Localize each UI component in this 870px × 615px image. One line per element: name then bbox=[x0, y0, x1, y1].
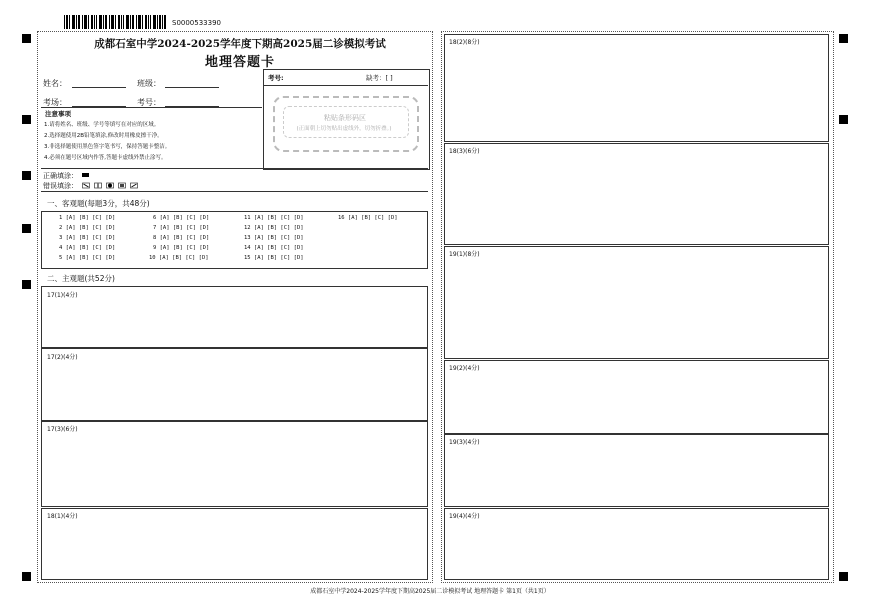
mc-question[interactable]: 7 [A] [B] [C] [D] bbox=[153, 225, 210, 231]
alignment-marker bbox=[22, 171, 31, 180]
seat-label: 考号： bbox=[137, 98, 161, 107]
answer-label: 18(2)(8分) bbox=[449, 39, 480, 46]
barcode-paste-note: (正面朝上切勿贴出虚线外，切勿折叠。) bbox=[296, 126, 392, 132]
answer-label: 17(2)(4分) bbox=[47, 354, 78, 361]
answer-box-17-2[interactable] bbox=[41, 348, 428, 421]
alignment-marker bbox=[22, 34, 31, 43]
answer-label: 19(4)(4分) bbox=[449, 513, 480, 520]
answer-box-18-1[interactable] bbox=[41, 508, 428, 580]
mc-question[interactable]: 11 [A] [B] [C] [D] bbox=[244, 215, 304, 221]
answer-label: 19(3)(4分) bbox=[449, 439, 480, 446]
answer-label: 18(3)(6分) bbox=[449, 148, 480, 155]
answer-label: 17(1)(4分) bbox=[47, 292, 78, 299]
room-label: 考场： bbox=[43, 98, 67, 107]
mc-question[interactable]: 3 [A] [B] [C] [D] bbox=[59, 235, 116, 241]
mc-question[interactable]: 2 [A] [B] [C] [D] bbox=[59, 225, 116, 231]
answer-box-19-2[interactable] bbox=[444, 360, 829, 434]
wrong-fill-label: 错误填涂： bbox=[43, 182, 78, 190]
answer-label: 17(3)(6分) bbox=[47, 426, 78, 433]
class-field[interactable] bbox=[165, 87, 219, 88]
answer-box-18-3[interactable] bbox=[444, 143, 829, 245]
notice-item: 3.非选择题使用黑色签字笔书写，保持答题卡整洁。 bbox=[44, 144, 171, 150]
notice-title: 注意事项 bbox=[45, 110, 71, 118]
answer-label: 19(1)(8分) bbox=[449, 251, 480, 258]
exam-number-label: 考号: bbox=[268, 74, 284, 82]
mc-question[interactable]: 12 [A] [B] [C] [D] bbox=[244, 225, 304, 231]
card-title: 地理答题卡 bbox=[204, 55, 275, 70]
mc-question[interactable]: 1 [A] [B] [C] [D] bbox=[59, 215, 116, 221]
barcode-number: S0000533390 bbox=[172, 19, 221, 27]
mc-question[interactable]: 13 [A] [B] [C] [D] bbox=[244, 235, 304, 241]
mc-question[interactable]: 6 [A] [B] [C] [D] bbox=[153, 215, 210, 221]
section-objective-title: 一、客观题(每题3分，共48分) bbox=[47, 199, 150, 208]
answer-label: 18(1)(4分) bbox=[47, 513, 78, 520]
correct-fill-label: 正确填涂： bbox=[43, 172, 78, 180]
notice-item: 2.选择题使用2B铅笔填涂,修改时用橡皮擦干净。 bbox=[44, 133, 163, 139]
mc-question[interactable]: 15 [A] [B] [C] [D] bbox=[244, 255, 304, 261]
answer-box-19-1[interactable] bbox=[444, 246, 829, 359]
answer-box-17-1[interactable] bbox=[41, 286, 428, 348]
alignment-marker bbox=[22, 224, 31, 233]
mc-question[interactable]: 14 [A] [B] [C] [D] bbox=[244, 245, 304, 251]
mc-question[interactable]: 10 [A] [B] [C] [D] bbox=[149, 255, 209, 261]
notice-item: 4.必须在题号区域内作答,答题卡虚线外禁止涂写。 bbox=[44, 155, 167, 161]
answer-box-18-2[interactable] bbox=[444, 34, 829, 142]
name-field[interactable] bbox=[72, 87, 126, 88]
alignment-marker bbox=[22, 280, 31, 289]
mc-question[interactable]: 8 [A] [B] [C] [D] bbox=[153, 235, 210, 241]
exam-title: 成都石室中学2024-2025学年度下期高2025届二诊模拟考试 bbox=[94, 38, 386, 50]
exam-number-row bbox=[263, 69, 428, 86]
correct-fill-mark bbox=[82, 173, 89, 177]
section-subjective-title: 二、主观题(共52分) bbox=[47, 274, 115, 283]
wrong-fill-marks bbox=[82, 182, 138, 189]
alignment-marker bbox=[22, 572, 31, 581]
answer-box-19-3[interactable] bbox=[444, 434, 829, 507]
fill-example-divider bbox=[41, 168, 428, 169]
answer-box-17-3[interactable] bbox=[41, 421, 428, 507]
barcode-image bbox=[64, 15, 166, 29]
barcode-paste-title: 粘贴条形码区 bbox=[324, 114, 366, 122]
alignment-marker bbox=[839, 34, 848, 43]
mc-question[interactable]: 9 [A] [B] [C] [D] bbox=[153, 245, 210, 251]
class-label: 班级： bbox=[137, 79, 161, 88]
mc-question[interactable]: 16 [A] [B] [C] [D] bbox=[338, 215, 398, 221]
notice-item: 1.请将姓名、班级、学号等填写在对应的区域。 bbox=[44, 122, 160, 128]
answer-box-19-4[interactable] bbox=[444, 508, 829, 580]
alignment-marker bbox=[839, 572, 848, 581]
alignment-marker bbox=[839, 115, 848, 124]
mc-question[interactable]: 5 [A] [B] [C] [D] bbox=[59, 255, 116, 261]
absent-checkbox[interactable]: 缺考：[ ] bbox=[366, 74, 393, 82]
fill-example-divider bbox=[41, 191, 428, 192]
alignment-marker bbox=[22, 115, 31, 124]
name-label: 姓名： bbox=[43, 79, 67, 88]
mc-question[interactable]: 4 [A] [B] [C] [D] bbox=[59, 245, 116, 251]
answer-label: 19(2)(4分) bbox=[449, 365, 480, 372]
page-footer: 成都石室中学2024-2025学年度下期高2025届二诊模拟考试 地理答题卡 第1页（共1页） bbox=[310, 588, 550, 595]
